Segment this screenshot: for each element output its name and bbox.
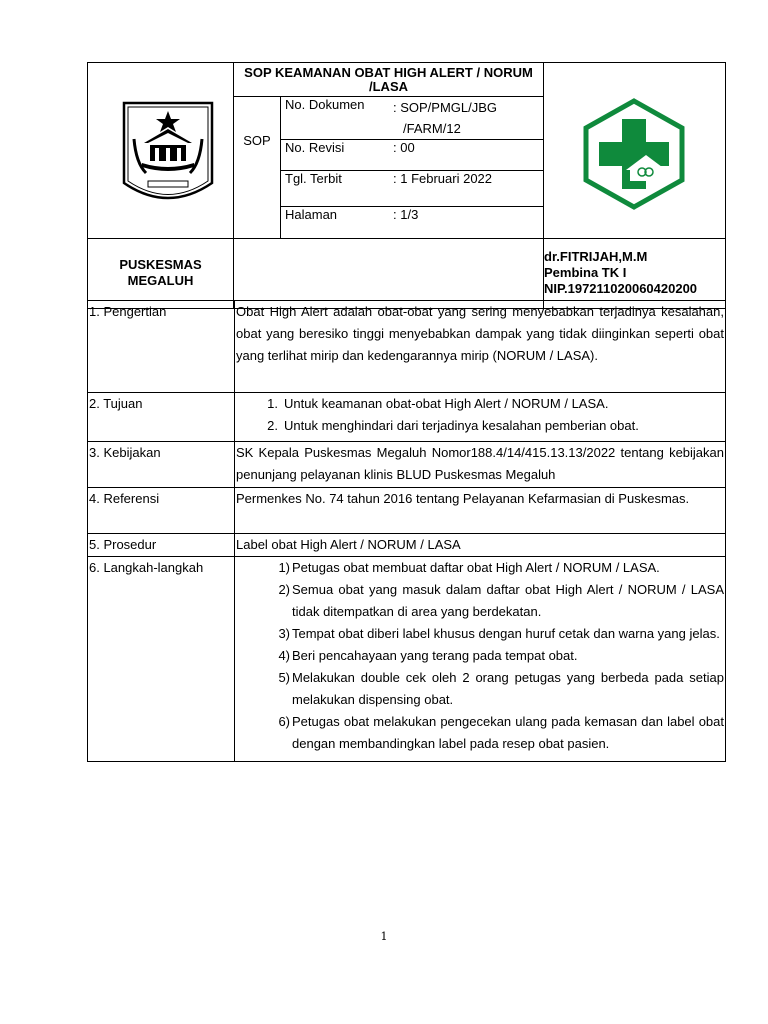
right-logo-cell: [544, 63, 726, 239]
section-kebijakan: [88, 442, 726, 488]
list-number: 5): [278, 670, 290, 685]
signatory-rank: Pembina TK I: [544, 265, 627, 280]
list-item: [236, 557, 724, 579]
list-number: 1): [278, 560, 290, 575]
document-meta-table: [281, 97, 543, 238]
doc-no-value-line2: /FARM/12: [403, 121, 461, 136]
empty-middle-cell: [234, 238, 544, 308]
list-number: 4): [278, 648, 290, 663]
list-text: Untuk keamanan obat-obat High Alert / NORUM / LASA.: [284, 396, 609, 411]
section-label: 2. Tujuan: [88, 393, 235, 442]
section-label: 6. Langkah-langkah: [88, 557, 235, 762]
list-number: 2): [278, 582, 290, 597]
sop-label-cell: [234, 97, 281, 239]
puskesmas-logo-icon: [544, 63, 725, 230]
list-text: Semua obat yang masuk dalam daftar obat High Alert / NORUM / LASA tidak ditempatkan di area yang berdekatan.: [292, 582, 724, 619]
list-number: 1.: [267, 396, 278, 411]
section-text: Permenkes No. 74 tahun 2016 tentang Pelayanan Kefarmasian di Puskesmas.: [235, 488, 726, 534]
section-label: 4. Referensi: [88, 488, 235, 534]
list-text: Petugas obat melakukan pengecekan ulang pada kemasan dan label obat dengan membandingkan label pada resep obat pasien.: [292, 714, 724, 751]
doc-no-value: [393, 97, 543, 140]
section-list: [235, 557, 726, 762]
document-meta-cell: [281, 97, 544, 239]
list-item: [236, 667, 724, 711]
doc-no-label: No. Dokumen: [285, 97, 365, 112]
section-prosedur: [88, 534, 726, 557]
section-label: 3. Kebijakan: [88, 442, 235, 488]
list-item: [236, 711, 724, 755]
signatory-name: dr.FITRIJAH,M.M: [544, 249, 648, 264]
list-text: Beri pencahayaan yang terang pada tempat obat.: [292, 648, 578, 663]
list-number: 2.: [267, 418, 278, 433]
sop-body-table: [87, 300, 726, 762]
list-item: [236, 393, 724, 415]
list-text: Tempat obat diberi label khusus dengan huruf cetak dan warna yang jelas.: [292, 626, 720, 641]
left-logo-cell: [88, 63, 234, 239]
sop-title-text: SOP KEAMANAN OBAT HIGH ALERT / NORUM /LASA: [244, 65, 533, 94]
signatory-cell: [544, 238, 726, 308]
list-number: 3): [278, 626, 290, 641]
list-item: [236, 623, 724, 645]
revision-value: : 00: [393, 140, 543, 171]
section-pengertian: [88, 301, 726, 393]
issued-label: Tgl. Terbit: [281, 171, 393, 207]
list-item: [236, 415, 724, 437]
section-referensi: [88, 488, 726, 534]
list-text: Melakukan double cek oleh 2 orang petugas yang berbeda pada setiap melakukan dispensing obat.: [292, 670, 724, 707]
list-text: Untuk menghindari dari terjadinya kesalahan pemberian obat.: [284, 418, 639, 433]
list-text: Petugas obat membuat daftar obat High Alert / NORUM / LASA.: [292, 560, 660, 575]
sop-title: [234, 63, 544, 97]
list-item: [236, 579, 724, 623]
section-tujuan: [88, 393, 726, 442]
page-label: Halaman: [285, 207, 338, 222]
steps-list: [236, 557, 724, 755]
regency-emblem-icon: [88, 63, 233, 230]
page-value: : 1/3: [393, 207, 419, 222]
page-number: 1: [380, 930, 388, 943]
section-text: Label obat High Alert / NORUM / LASA: [235, 534, 726, 557]
list-number: 6): [278, 714, 290, 729]
doc-no-value-line1: : SOP/PMGL/JBG: [393, 100, 498, 115]
institution-name-line1: PUSKESMAS: [119, 257, 202, 272]
section-text: SK Kepala Puskesmas Megaluh Nomor188.4/14/415.13.13/2022 tentang kebijakan penunjang pelayanan klinis BLUD Puskesmas Megaluh: [235, 442, 726, 488]
section-text: Obat High Alert adalah obat-obat yang sering menyebabkan terjadinya kesalahan, obat yang beresiko tinggi menyebabkan dampak yang tidak diinginkan seperti obat yang terlihat mirip dan kedengarannya mirip (NORUM / LASA).: [235, 301, 726, 393]
list-item: [236, 645, 724, 667]
section-label: 1. Pengertian: [88, 301, 235, 393]
sop-header-table: [87, 62, 726, 309]
sop-label: SOP: [243, 133, 271, 148]
signatory-nip: NIP.197211020060420200: [544, 281, 698, 296]
institution-cell: [88, 238, 234, 308]
section-list: [235, 393, 726, 442]
revision-label: No. Revisi: [281, 140, 393, 171]
issued-value: : 1 Februari 2022: [393, 171, 543, 207]
section-langkah: [88, 557, 726, 762]
section-label: 5. Prosedur: [88, 534, 235, 557]
institution-name-line2: MEGALUH: [127, 273, 194, 288]
